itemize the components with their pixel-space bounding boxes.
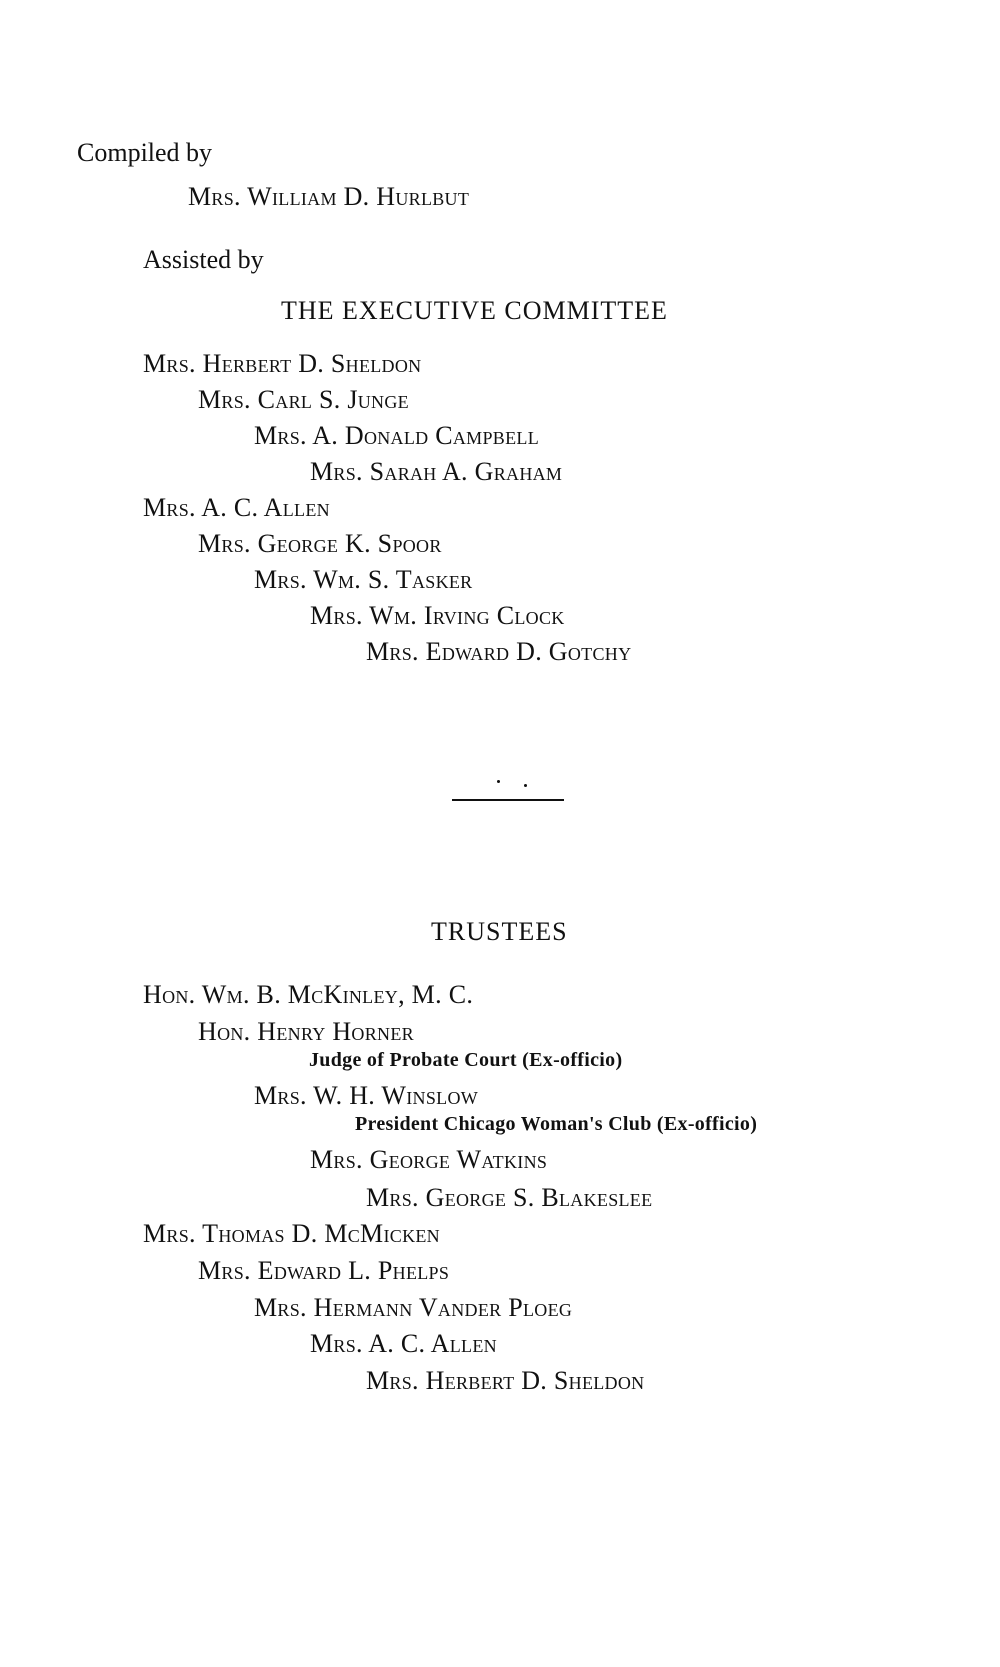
trustee-name: Mrs. George Watkins xyxy=(310,1145,548,1174)
committee-member: Mrs. Wm. S. Tasker xyxy=(254,565,473,594)
trustee-note: Judge of Probate Court (Ex-officio) xyxy=(309,1049,623,1071)
trustees-heading: TRUSTEES xyxy=(431,917,568,946)
trustee-note: President Chicago Woman's Club (Ex-officio) xyxy=(355,1113,758,1135)
trustee-name: Mrs. George S. Blakeslee xyxy=(366,1183,653,1212)
ornament-dot xyxy=(524,784,527,787)
committee-member: Mrs. A. Donald Campbell xyxy=(254,421,539,450)
committee-member: Mrs. George K. Spoor xyxy=(198,529,442,558)
committee-member: Mrs. A. C. Allen xyxy=(143,493,330,522)
trustee-name: Mrs. A. C. Allen xyxy=(310,1329,497,1358)
trustee-name: Mrs. Edward L. Phelps xyxy=(198,1256,450,1285)
committee-member: Mrs. Carl S. Junge xyxy=(198,385,409,414)
trustee-name: Mrs. Herbert D. Sheldon xyxy=(366,1366,645,1395)
ornament-dot xyxy=(497,780,500,783)
committee-member: Mrs. Edward D. Gotchy xyxy=(366,637,632,666)
trustee-name: Mrs. Thomas D. McMicken xyxy=(143,1219,440,1248)
trustee-name: Hon. Henry Horner xyxy=(198,1017,414,1046)
section-divider xyxy=(452,799,564,801)
committee-member: Mrs. Herbert D. Sheldon xyxy=(143,349,422,378)
committee-member: Mrs. Wm. Irving Clock xyxy=(310,601,565,630)
committee-member: Mrs. Sarah A. Graham xyxy=(310,457,563,486)
trustee-name: Mrs. Hermann Vander Ploeg xyxy=(254,1293,573,1322)
assisted-by-label: Assisted by xyxy=(143,245,264,274)
compiled-by-label: Compiled by xyxy=(77,138,213,167)
executive-committee-heading: THE EXECUTIVE COMMITTEE xyxy=(281,296,668,325)
compiler-name: Mrs. William D. Hurlbut xyxy=(188,182,470,211)
trustee-name: Hon. Wm. B. McKinley, M. C. xyxy=(143,980,474,1009)
trustee-name: Mrs. W. H. Winslow xyxy=(254,1081,479,1110)
